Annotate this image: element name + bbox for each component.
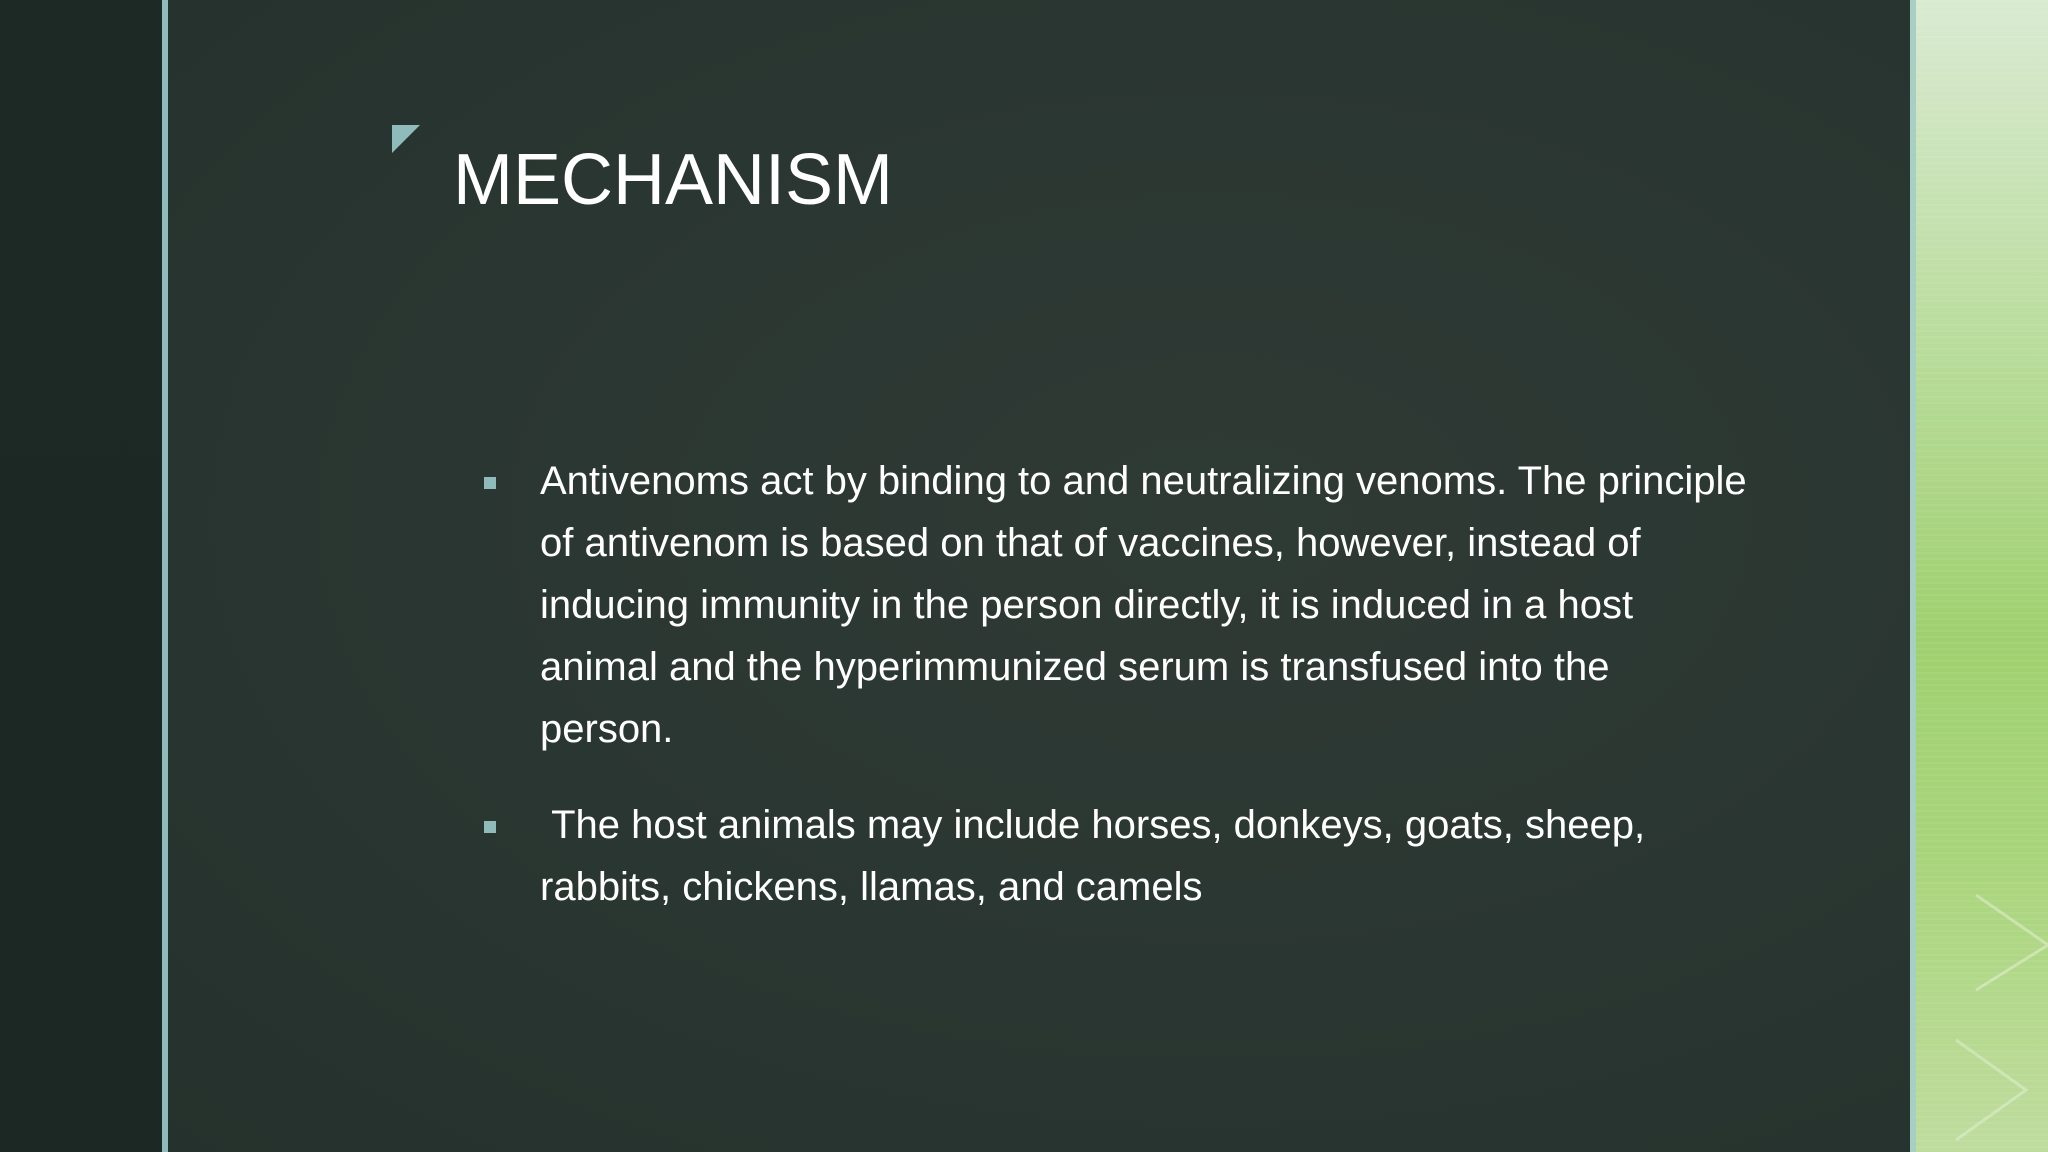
- left-dark-band: [0, 0, 162, 1152]
- triangle-corner-icon: [392, 125, 420, 153]
- bullet-item: [470, 794, 1750, 918]
- chevron-decoration-icon: [1916, 0, 2048, 1152]
- bullet-text: Antivenoms act by binding to and neutralizing venoms. The principle of antivenom is based on that of vaccines, however, instead of inducing immunity in the person directly, it is induced in a host animal and the hyperimmunized serum is transfused into the person.: [540, 459, 1747, 751]
- bullet-list: [470, 450, 1750, 952]
- slide-title: MECHANISM: [453, 140, 894, 220]
- square-bullet-icon: [484, 477, 496, 489]
- bullet-text: The host animals may include horses, donkeys, goats, sheep, rabbits, chickens, llamas, and camels: [540, 803, 1657, 909]
- bullet-item: [470, 450, 1750, 760]
- square-bullet-icon: [484, 821, 496, 833]
